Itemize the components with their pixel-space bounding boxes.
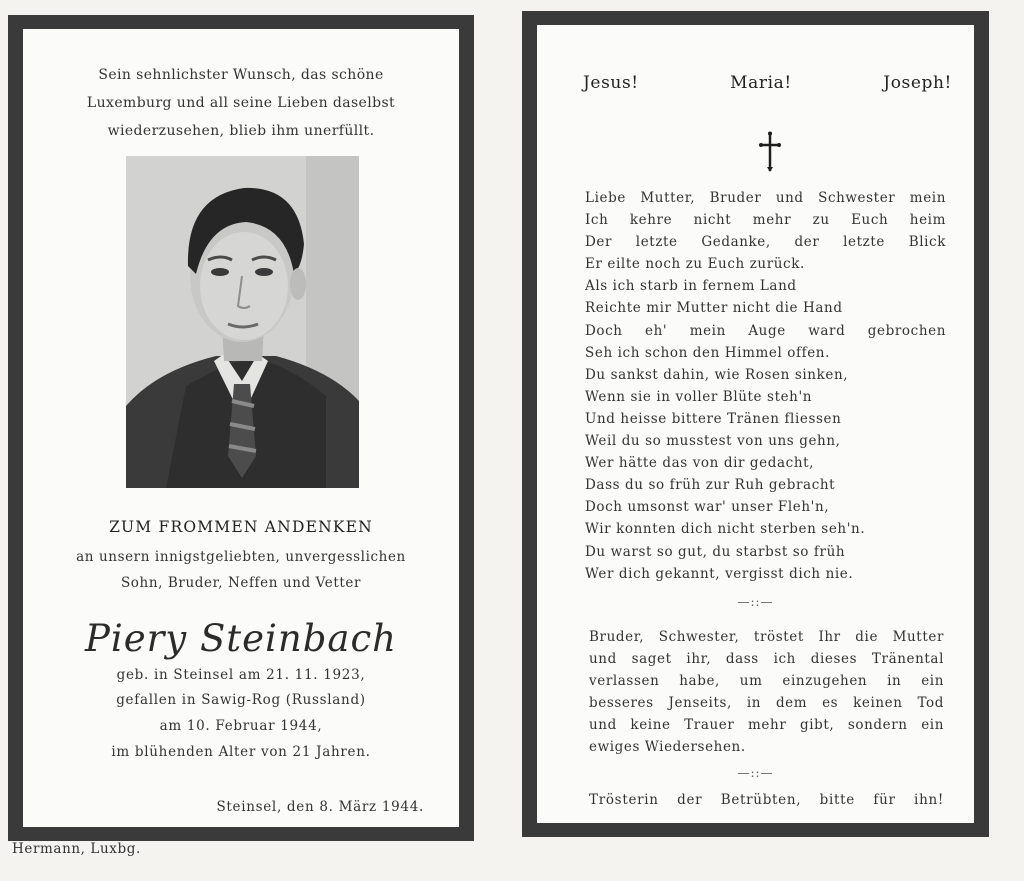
poem-line: Du sankst dahin, wie Rosen sinken, [585,366,849,383]
poem-line: Und heisse bittere Tränen fliessen [585,410,842,427]
card-left-panel [23,29,459,827]
poem-line: Er eilte noch zu Euch zurück. [585,256,805,273]
portrait-photo [126,156,359,488]
printer-imprint: Hermann, Luxbg. [12,841,141,857]
invocations-row [583,73,952,93]
wish-text [41,61,441,145]
memorial-card-left [8,15,474,841]
prose-line: verlassen habe, um einzugehen in ein [589,673,944,690]
poem-line: Ich kehre nicht mehr zu Euch heim [585,212,946,229]
poem-line: Liebe Mutter, Bruder und Schwester mein [585,190,946,206]
wish-line: Sein sehnlichster Wunsch, das schöne [98,67,384,83]
birth-info: geb. in Steinsel am 21. 11. 1923, [116,667,366,683]
poem-line: Wir konnten dich nicht sterben seh'n. [585,521,866,538]
poem-line: Seh ich schon den Himmel offen. [585,344,830,361]
memorial-line: Sohn, Bruder, Neffen und Vetter [120,575,362,591]
place-date-line: Steinsel, den 8. März 1944. [216,799,424,815]
prose-text [589,626,944,759]
prose-line: und saget ihr, dass ich dieses Tränental [589,651,944,668]
poem-line: Wer hätte das von dir gedacht, [585,455,815,472]
cross-icon [755,131,785,173]
prose-line: ewiges Wiedersehen. [589,739,746,756]
wish-line: Luxemburg und all seine Lieben daselbst [86,95,396,111]
poem-line: Doch eh' mein Auge ward gebrochen [585,322,946,339]
invocation-jesus: Jesus! [583,73,639,93]
separator: —::— [737,595,774,609]
invocation-maria: Maria! [730,73,792,93]
invocation-joseph: Joseph! [883,73,952,93]
prose-line: Bruder, Schwester, tröstet Ihr die Mutter [589,629,944,645]
poem-line: Doch umsonst war' unser Fleh'n, [585,499,830,516]
memorial-line: an unsern innigstgeliebten, unvergesslichen [76,549,406,565]
poem-line: Der letzte Gedanke, der letzte Blick [585,234,946,251]
death-place-info: gefallen in Sawig-Rog (Russland) [116,692,366,708]
memorial-heading: ZUM FROMMEN ANDENKEN [109,518,373,536]
poem [585,187,946,585]
prose-line: und keine Trauer mehr gibt, sondern ein [589,717,944,734]
deceased-name: Piery Steinbach [84,617,398,660]
poem-line: Du warst so gut, du starbst so früh [585,543,846,560]
poem-line: Reichte mir Mutter nicht die Hand [585,300,843,317]
portrait-illustration [126,156,359,488]
wish-line: wiederzusehen, blieb ihm unerfüllt. [107,123,375,139]
poem-line: Wenn sie in voller Blüte steh'n [585,388,813,405]
closing-prayer: Trösterin der Betrübten, bitte für ihn! [589,792,944,808]
poem-line: Weil du so musstest von uns gehn, [585,433,841,450]
poem-line: Dass du so früh zur Ruh gebracht [585,477,836,494]
death-date-info: am 10. Februar 1944, [159,718,323,734]
poem-line: Als ich starb in fernem Land [585,278,797,295]
age-info: im blühenden Alter von 21 Jahren. [111,744,371,760]
card-right-panel [537,25,974,823]
prose-line: besseres Jenseits, in dem es keinen Tod [589,695,944,712]
poem-line: Wer dich gekannt, vergisst dich nie. [585,565,854,582]
separator: —::— [737,766,774,780]
memorial-card-right [522,11,989,837]
